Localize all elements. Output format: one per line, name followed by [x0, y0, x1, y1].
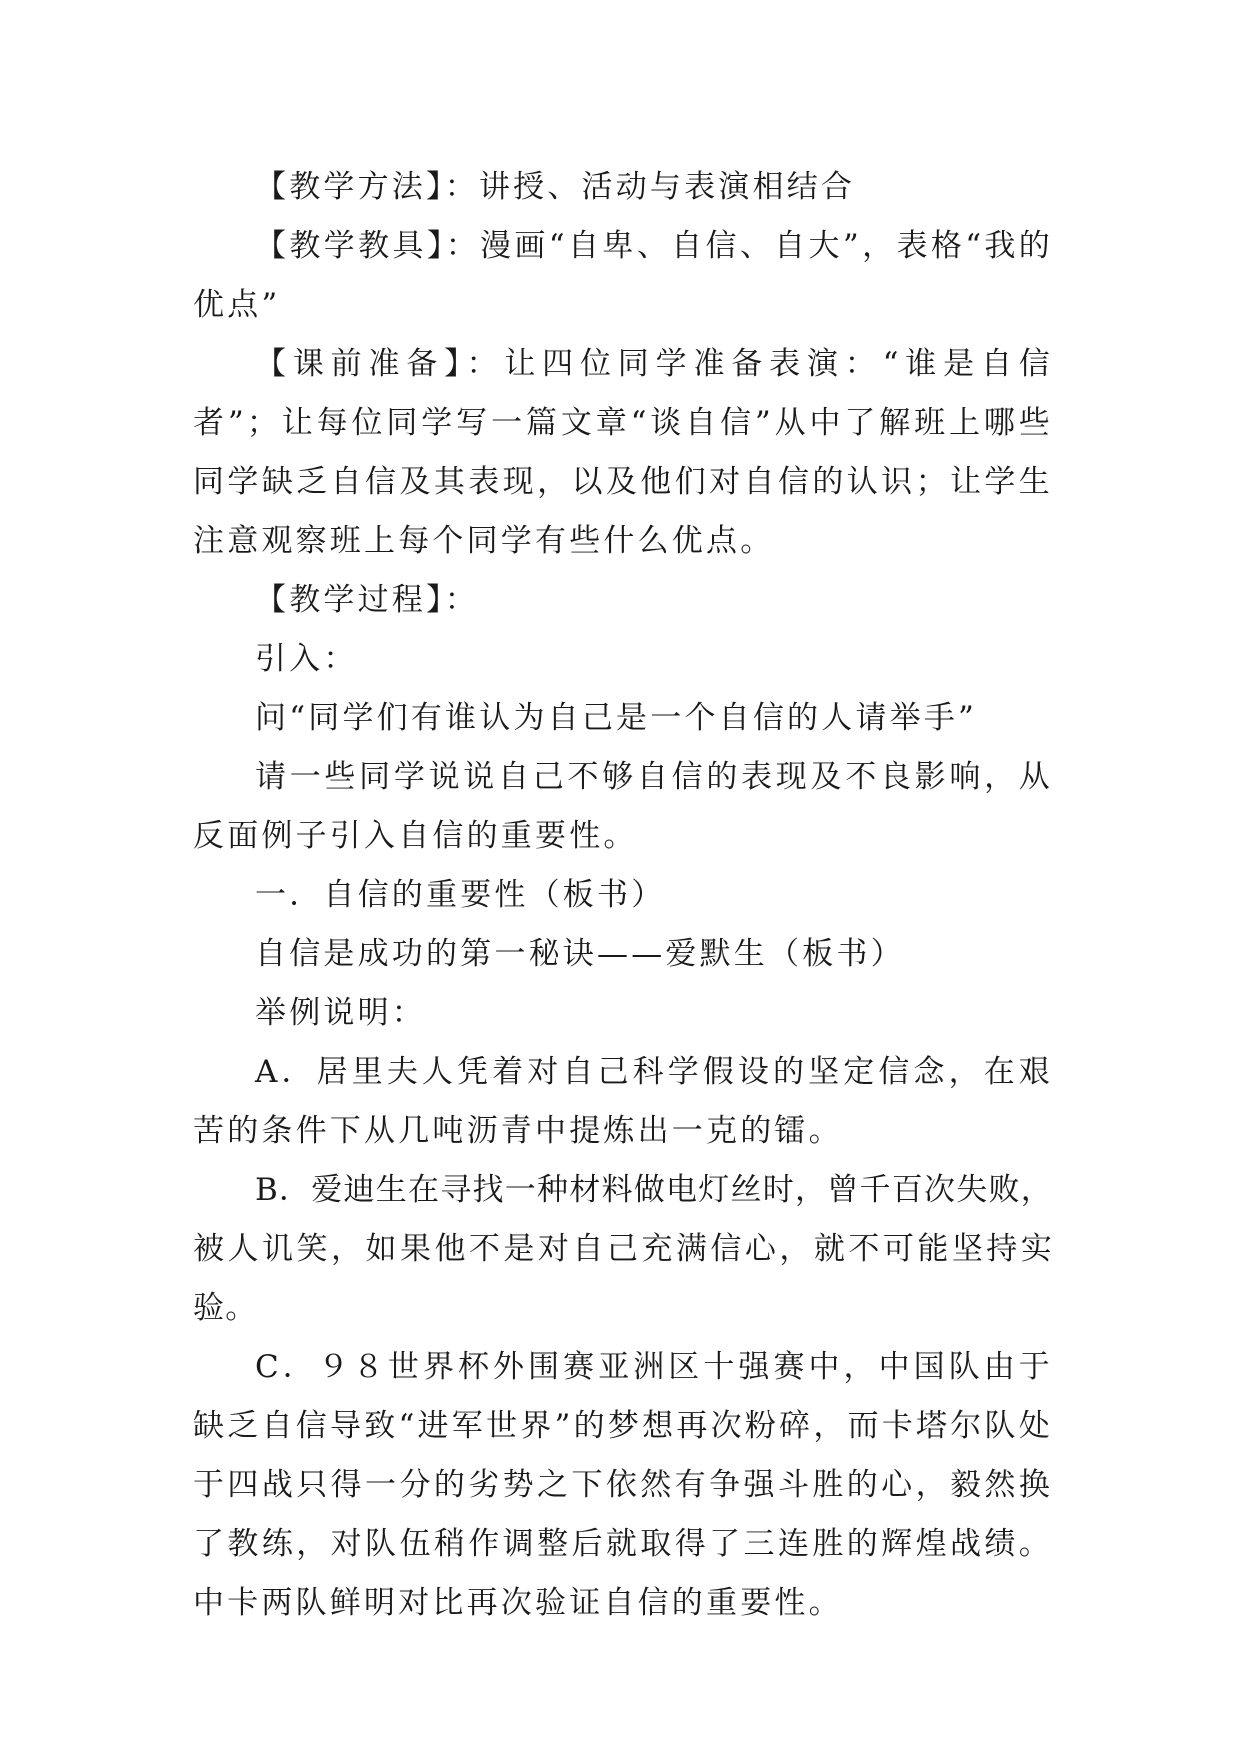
example-c: C．９８世界杯外围赛亚洲区十强赛中，中国队由于缺乏自信导致“进军世界”的梦想再次粉碎，而卡塔尔队处于四战只得一分的劣势之下依然有争强斗胜的心，毅然换了教练，对队伍稍作调整后就取得了三连胜的辉煌战绩。中卡两队鲜明对比再次验证自信的重要性。: [193, 1349, 1053, 1621]
paragraph-quote: 自信是成功的第一秘诀——爱默生（板书）: [255, 936, 905, 972]
paragraph-introduction: 引入：: [255, 641, 358, 677]
example-b: B．爱迪生在寻找一种材料做电灯丝时，曾千百次失败，被人讥笑，如果他不是对自己充满信心，就不可能坚持实验。: [193, 1172, 1053, 1326]
body-text: [193, 158, 1053, 1633]
paragraph-teaching-process: 【教学过程】：: [255, 582, 479, 618]
example-a: A．居里夫人凭着对自己科学假设的坚定信念，在艰苦的条件下从几吨沥青中提炼出一克的镭。: [193, 1054, 1053, 1149]
paragraph-question: 问“同学们有谁认为自己是一个自信的人请举手”: [255, 700, 978, 736]
paragraph-examples-label: 举例说明：: [255, 995, 426, 1031]
paragraph-student-discussion: 请一些同学说说自己不够自信的表现及不良影响，从反面例子引入自信的重要性。: [193, 759, 1053, 854]
paragraph-teaching-method: 【教学方法】：讲授、活动与表演相结合: [255, 169, 856, 205]
paragraph-teaching-tools: 【教学教具】：漫画“自卑、自信、自大”，表格“我的优点”: [193, 228, 1053, 323]
section-heading-importance: 一．自信的重要性（板书）: [255, 877, 666, 913]
paragraph-class-preparation: 【课前准备】：让四位同学准备表演：“谁是自信者”；让每位同学写一篇文章“谈自信”从中了解班上哪些同学缺乏自信及其表现，以及他们对自信的认识；让学生注意观察班上每个同学有些什么优点。: [193, 346, 1053, 559]
